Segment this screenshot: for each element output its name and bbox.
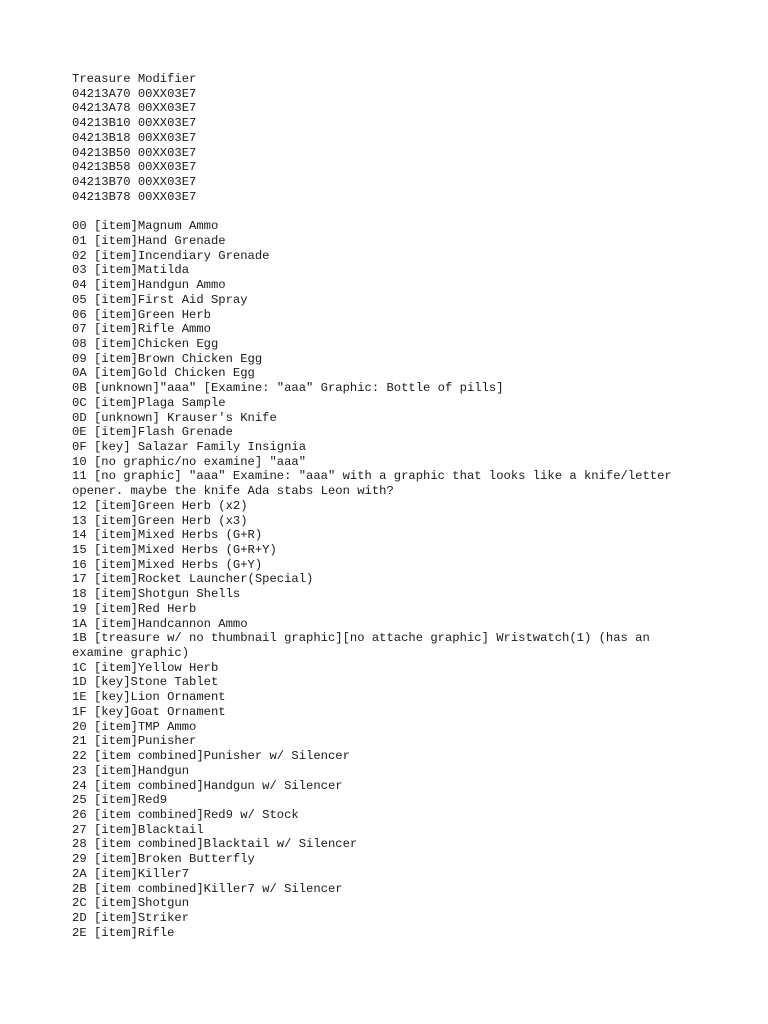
item-line: 0D [unknown] Krauser's Knife	[72, 410, 277, 425]
item-line: 23 [item]Handgun	[72, 763, 190, 778]
item-line: 24 [item combined]Handgun w/ Silencer	[72, 778, 343, 793]
item-line: 1F [key]Goat Ornament	[72, 704, 226, 719]
code-line: 04213B10 00XX03E7	[72, 116, 197, 131]
item-line: 20 [item]TMP Ammo	[72, 719, 197, 734]
item-line: 2E [item]Rifle	[72, 925, 175, 940]
item-line: 04 [item]Handgun Ammo	[72, 278, 226, 293]
item-line: 22 [item combined]Punisher w/ Silencer	[72, 749, 350, 764]
item-line: 05 [item]First Aid Spray	[72, 292, 248, 307]
item-line: 0B [unknown]"aaa" [Examine: "aaa" Graphic: Bottle of pills]	[72, 381, 504, 396]
item-line: 2D [item]Striker	[72, 910, 190, 925]
item-line: 02 [item]Incendiary Grenade	[72, 248, 270, 263]
item-line: 2B [item combined]Killer7 w/ Silencer	[72, 881, 343, 896]
code-line: 04213B78 00XX03E7	[72, 189, 197, 204]
item-line: 13 [item]Green Herb (x3)	[72, 513, 248, 528]
document-title: Treasure Modifier	[72, 72, 197, 86]
item-line: 06 [item]Green Herb	[72, 307, 211, 322]
item-line: 01 [item]Hand Grenade	[72, 233, 226, 248]
item-line: 1E [key]Lion Ornament	[72, 690, 226, 705]
item-list	[72, 219, 702, 940]
item-line: 11 [no graphic] "aaa" Examine: "aaa" with a graphic that looks like a knife/letter opener. maybe the knife Ada stabs Leon with?	[72, 469, 680, 499]
item-line: 19 [item]Red Herb	[72, 601, 197, 616]
code-list	[72, 87, 702, 205]
item-line: 12 [item]Green Herb (x2)	[72, 498, 248, 513]
item-line: 0C [item]Plaga Sample	[72, 395, 226, 410]
item-line: 08 [item]Chicken Egg	[72, 336, 219, 351]
code-line: 04213B70 00XX03E7	[72, 175, 197, 190]
item-line: 2A [item]Killer7	[72, 866, 190, 881]
spacer	[72, 204, 702, 219]
code-line: 04213B50 00XX03E7	[72, 145, 197, 160]
code-line: 04213A78 00XX03E7	[72, 101, 197, 116]
item-line: 00 [item]Magnum Ammo	[72, 219, 219, 234]
item-line: 0A [item]Gold Chicken Egg	[72, 366, 255, 381]
item-line: 26 [item combined]Red9 w/ Stock	[72, 807, 299, 822]
item-line: 03 [item]Matilda	[72, 263, 190, 278]
item-line: 29 [item]Broken Butterfly	[72, 852, 255, 867]
item-line: 28 [item combined]Blacktail w/ Silencer	[72, 837, 358, 852]
item-line: 2C [item]Shotgun	[72, 896, 190, 911]
item-line: 16 [item]Mixed Herbs (G+Y)	[72, 557, 263, 572]
item-line: 07 [item]Rifle Ammo	[72, 322, 211, 337]
item-line: 14 [item]Mixed Herbs (G+R)	[72, 528, 263, 543]
item-line: 21 [item]Punisher	[72, 734, 197, 749]
item-line: 1C [item]Yellow Herb	[72, 660, 219, 675]
item-line: 0E [item]Flash Grenade	[72, 425, 233, 440]
code-line: 04213A70 00XX03E7	[72, 86, 197, 101]
document-page	[72, 72, 702, 940]
item-line: 1A [item]Handcannon Ammo	[72, 616, 248, 631]
code-line: 04213B58 00XX03E7	[72, 160, 197, 175]
item-line: 1D [key]Stone Tablet	[72, 675, 219, 690]
item-line: 0F [key] Salazar Family Insignia	[72, 439, 307, 454]
item-line: 09 [item]Brown Chicken Egg	[72, 351, 263, 366]
code-line: 04213B18 00XX03E7	[72, 130, 197, 145]
item-line: 10 [no graphic/no examine] "aaa"	[72, 454, 307, 469]
item-line: 1B [treasure w/ no thumbnail graphic][no attache graphic] Wristwatch(1) (has an examine graphic)	[72, 631, 658, 661]
item-line: 27 [item]Blacktail	[72, 822, 204, 837]
item-line: 18 [item]Shotgun Shells	[72, 587, 241, 602]
item-line: 15 [item]Mixed Herbs (G+R+Y)	[72, 543, 277, 557]
item-line: 25 [item]Red9	[72, 793, 168, 808]
item-line: 17 [item]Rocket Launcher(Special)	[72, 572, 314, 587]
